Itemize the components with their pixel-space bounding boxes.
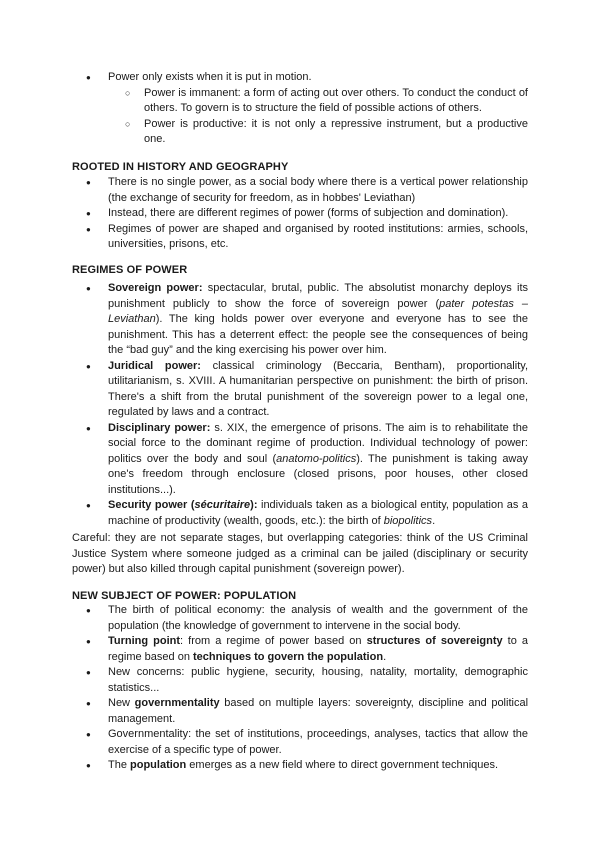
- history-section: [72, 175, 528, 253]
- list-item-security: ● Security power (sécuritaire): individuals taken as a biological entity, population as a machine of productivity (wealth, goods, etc.): the birth of biopolitics.: [72, 498, 528, 529]
- population-section: [72, 603, 528, 774]
- intro-section: [72, 70, 528, 148]
- list-subitem: ○ Power is productive: it is not only a repressive instrument, but a productive one.: [72, 117, 528, 148]
- regimes-section: [72, 281, 528, 529]
- list-item-governmentality: ● New governmentality based on multiple layers: sovereignty, discipline and political management.: [72, 696, 528, 727]
- list-item: ● Power only exists when it is put in motion.: [72, 70, 528, 86]
- section-heading-regimes: REGIMES OF POWER: [72, 264, 188, 276]
- section-heading-history: ROOTED IN HISTORY AND GEOGRAPHY: [72, 161, 289, 173]
- list-item: ● The birth of political economy: the analysis of wealth and the government of the population (the knowledge of government to intervene in the social body.: [72, 603, 528, 634]
- section-heading-population: NEW SUBJECT OF POWER: POPULATION: [72, 590, 297, 602]
- list-item-turning-point: ● Turning point: from a regime of power based on structures of sovereignty to a regime based on techniques to govern the population.: [72, 634, 528, 665]
- list-item-juridical: ● Juridical power: classical criminology (Beccaria, Bentham), proportionality, utilitarianism, s. XVIII. A humanitarian perspective on punishment: the birth of prison. There's a shift from the brutal punishment of the sovereign power to a legal one, regulated by laws and a contract.: [72, 359, 528, 421]
- list-item-sovereign: ● Sovereign power: spectacular, brutal, public. The absolutist monarchy deploys its punishment publicly to show the force of sovereign power (pater potestas – Leviathan). The king holds power over everyone and everyone has to see the punishment. This has a deterrent effect: the people see the consequences of being the “bad guy” and the king exercising his power over him.: [72, 281, 528, 359]
- list-item: ● New concerns: public hygiene, security, housing, natality, mortality, demographic statistics...: [72, 665, 528, 696]
- list-subitem: ○ Power is immanent: a form of acting out over others. To conduct the conduct of others. To govern is to structure the field of possible actions of others.: [72, 86, 528, 117]
- list-item: ● There is no single power, as a social body where there is a vertical power relationship (the exchange of security for freedom, as in hobbes' Leviathan): [72, 175, 528, 206]
- list-item-disciplinary: ● Disciplinary power: s. XIX, the emergence of prisons. The aim is to rehabilitate the social force to the dominant regime of production. Individual technology of power: politics over the body and soul (anatomo-politics). The punishment is taking away one's freedom through enclosure (closed prisons, poor houses, other closed institutions...).: [72, 421, 528, 499]
- list-item: ● Governmentality: the set of institutions, proceedings, analyses, tactics that allow the exercise of a specific type of power.: [72, 727, 528, 758]
- list-item-population: ● The population emerges as a new field where to direct government techniques.: [72, 758, 528, 774]
- list-item: ● Regimes of power are shaped and organised by rooted institutions: armies, schools, universities, prisons, etc.: [72, 222, 528, 253]
- careful-note: Careful: they are not separate stages, but overlapping categories: think of the US Criminal Justice System where someone judged as a criminal can be jailed (disciplinary or security power) but also killed through capital punishment (sovereign power).: [72, 532, 528, 575]
- list-item: ● Instead, there are different regimes of power (forms of subjection and domination).: [72, 206, 528, 222]
